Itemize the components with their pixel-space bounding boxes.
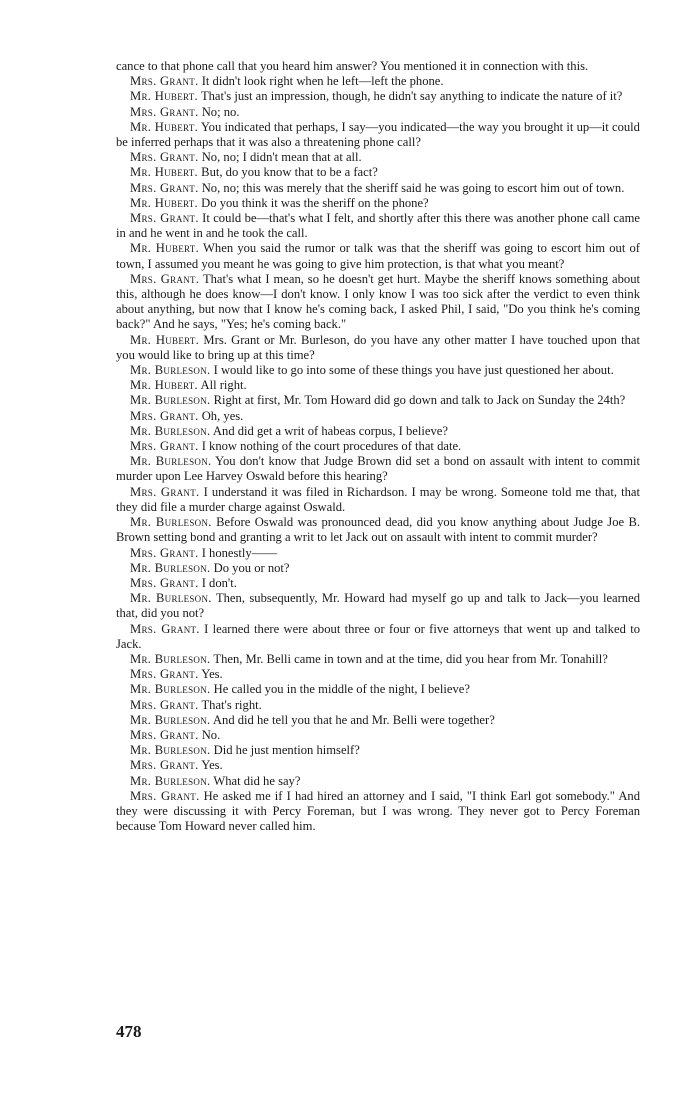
transcript-line: Mr. Burleson. He called you in the middle of the night, I believe? <box>130 682 470 697</box>
transcript-line: Mr. Hubert. Mrs. Grant or Mr. Burleson, do you have any other matter I have touched upon that you would like to bring up at this time? <box>116 332 640 362</box>
speaker-label: Mr. Hubert. <box>130 241 200 256</box>
speaker-label: Mrs. Grant. <box>130 271 200 286</box>
speaker-label: Mrs. Grant. <box>130 621 200 636</box>
transcript-line: Mr. Hubert. That's just an impression, though, he didn't say anything to indicate the nature of it? <box>130 89 623 104</box>
transcript-line: Mr. Burleson. Do you or not? <box>130 560 290 575</box>
transcript-body <box>116 59 640 834</box>
transcript-line: Mr. Burleson. Then, subsequently, Mr. Howard had myself go up and talk to Jack—you learned that, did you not? <box>116 591 640 621</box>
transcript-line: Mr. Hubert. Do you think it was the sheriff on the phone? <box>130 195 429 210</box>
speaker-label: Mr. Burleson. <box>130 454 212 469</box>
speaker-label: Mrs. Grant. <box>130 104 199 119</box>
transcript-line: Mr. Hubert. When you said the rumor or talk was that the sheriff was going to escort him out of town, I assumed you meant he was going to give him protection, is that what you meant? <box>116 241 641 271</box>
transcript-line: Mr. Burleson. Then, Mr. Belli came in town and at the time, did you hear from Mr. Tonahill? <box>130 651 608 666</box>
transcript-line: Mrs. Grant. It didn't look right when he left—left the phone. <box>130 74 444 89</box>
speaker-label: Mr. Burleson. <box>130 363 211 378</box>
speaker-label: Mrs. Grant. <box>130 667 199 682</box>
transcript-line: Mrs. Grant. I honestly—— <box>130 545 277 560</box>
speaker-label: Mr. Burleson. <box>130 423 211 438</box>
transcript-line: Mrs. Grant. Yes. <box>130 667 223 682</box>
transcript-line: Mrs. Grant. No; no. <box>130 104 240 119</box>
transcript-line: Mr. Burleson. And did he tell you that he and Mr. Belli were together? <box>130 712 495 727</box>
transcript-line: Mr. Hubert. But, do you know that to be a fact? <box>130 165 378 180</box>
speaker-label: Mr. Burleson. <box>130 773 211 788</box>
transcript-line: Mrs. Grant. I know nothing of the court procedures of that date. <box>130 439 462 454</box>
page-number: 478 <box>116 1022 142 1041</box>
transcript-line: Mrs. Grant. No, no; this was merely that the sheriff said he was going to escort him out of town. <box>130 180 625 195</box>
transcript-line: Mr. Burleson. I would like to go into some of these things you have just questioned her about. <box>130 363 614 378</box>
transcript-line: Mrs. Grant. No. <box>130 727 221 742</box>
speaker-label: Mrs. Grant. <box>130 74 199 89</box>
speaker-label: Mrs. Grant. <box>130 727 199 742</box>
transcript-line: Mr. Burleson. Did he just mention himself? <box>130 743 360 758</box>
speaker-label: Mrs. Grant. <box>130 150 199 165</box>
speaker-label: Mrs. Grant. <box>130 788 200 803</box>
transcript-line: Mr. Burleson. What did he say? <box>130 773 301 788</box>
transcript-line: cance to that phone call that you heard him answer? You mentioned it in connection with this. <box>116 59 589 73</box>
speaker-label: Mr. Burleson. <box>130 682 211 697</box>
transcript-line: Mrs. Grant. That's right. <box>130 697 262 712</box>
speaker-label: Mr. Burleson. <box>130 651 211 666</box>
speaker-label: Mr. Hubert. <box>130 119 199 134</box>
speaker-label: Mrs. Grant. <box>130 484 200 499</box>
speaker-label: Mr. Hubert. <box>130 378 199 393</box>
speaker-label: Mr. Burleson. <box>130 743 211 758</box>
speaker-label: Mr. Hubert. <box>130 332 200 347</box>
transcript-line: Mrs. Grant. He asked me if I had hired an attorney and I said, "I think Earl got somebody." And they were discussing it with Percy Foreman, but I was wrong. They never got to Percy Foreman because Tom Howard never called him. <box>116 788 641 834</box>
transcript-line: Mrs. Grant. I don't. <box>130 575 237 590</box>
speaker-label: Mrs. Grant. <box>130 758 199 773</box>
speaker-label: Mr. Burleson. <box>130 712 211 727</box>
transcript-line: Mr. Burleson. Right at first, Mr. Tom Howard did go down and talk to Jack on Sunday the 24th? <box>130 393 626 408</box>
speaker-label: Mr. Burleson. <box>130 591 212 606</box>
transcript-line: Mrs. Grant. Yes. <box>130 758 223 773</box>
speaker-label: Mr. Burleson. <box>130 393 211 408</box>
speaker-label: Mr. Hubert. <box>130 165 199 180</box>
transcript-line: Mr. Hubert. All right. <box>130 378 247 393</box>
transcript-line: Mrs. Grant. Oh, yes. <box>130 408 244 423</box>
speaker-label: Mr. Hubert. <box>130 195 199 210</box>
transcript-line: Mr. Burleson. You don't know that Judge Brown did set a bond on assault with intent to commit murder upon Lee Harvey Oswald before this hearing? <box>116 454 641 484</box>
transcript-line: Mr. Burleson. And did get a writ of habeas corpus, I believe? <box>130 423 448 438</box>
speaker-label: Mrs. Grant. <box>130 439 199 454</box>
speaker-label: Mrs. Grant. <box>130 575 199 590</box>
speaker-label: Mrs. Grant. <box>130 545 199 560</box>
speaker-label: Mr. Hubert. <box>130 89 199 104</box>
transcript-line: Mr. Burleson. Before Oswald was pronounced dead, did you know anything about Judge Joe B. Brown setting bond and granting a writ to let Jack out on assault with intent to commit murder? <box>116 515 640 545</box>
speaker-label: Mrs. Grant. <box>130 408 199 423</box>
speaker-label: Mrs. Grant. <box>130 697 199 712</box>
transcript-line: Mrs. Grant. No, no; I didn't mean that at all. <box>130 150 362 165</box>
transcript-line: Mrs. Grant. That's what I mean, so he doesn't get hurt. Maybe the sheriff knows something about this, although he does know—I don't know. I only know I was too sick after the verdict to even think about anything, but now that I know he's coming back, I asked Phil, I said, "Do you think he's coming back?" And he says, "Yes; he's coming back." <box>116 271 641 332</box>
speaker-label: Mrs. Grant. <box>130 211 199 226</box>
transcript-line: Mr. Hubert. You indicated that perhaps, I say—you indicated—the way you brought it up—it could be inferred perhaps that it was also a threatening phone call? <box>116 119 640 150</box>
speaker-label: Mr. Burleson. <box>130 515 212 530</box>
transcript-line: Mrs. Grant. It could be—that's what I felt, and shortly after this there was another phone call came in and he went in and he took the call. <box>116 211 640 241</box>
transcript-line: Mrs. Grant. I learned there were about three or four or five attorneys that went up and talked to Jack. <box>116 621 641 651</box>
speaker-label: Mr. Burleson. <box>130 560 211 575</box>
speaker-label: Mrs. Grant. <box>130 180 199 195</box>
transcript-line: Mrs. Grant. I understand it was filed in Richardson. I may be wrong. Someone told me that, that they did file a murder charge against Oswald. <box>116 484 641 514</box>
